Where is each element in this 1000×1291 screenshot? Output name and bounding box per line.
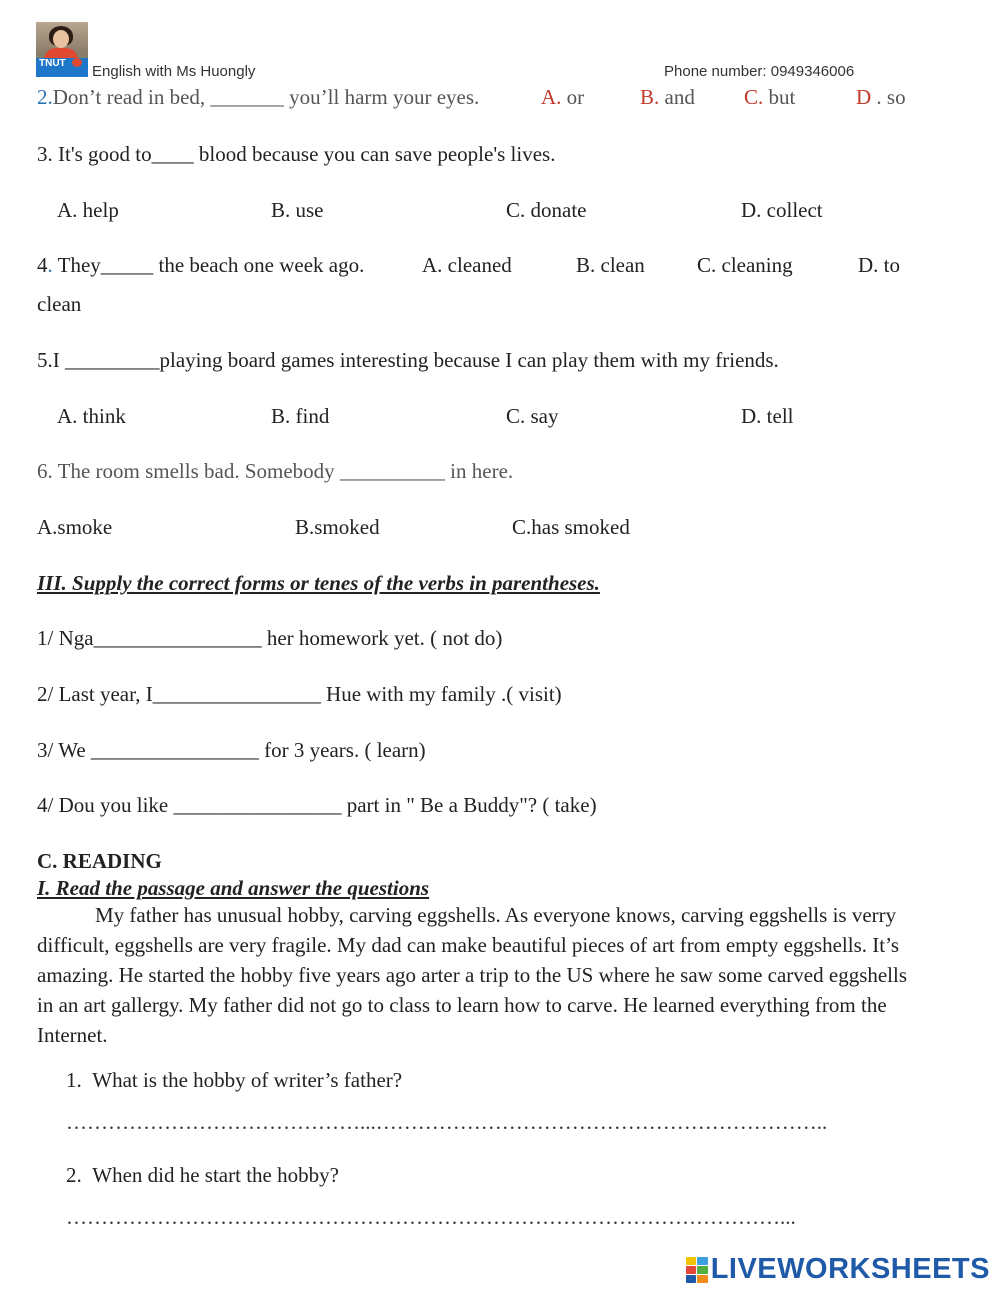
question-4 <box>37 253 364 278</box>
q2-option-a-text: or <box>561 85 585 109</box>
reading-question-1-number: 1. <box>66 1068 82 1092</box>
question-3: 3. It's good to____ blood because you can save people's lives. <box>37 142 556 166</box>
section-3-title: III. Supply the correct forms or tenes of the verbs in parentheses. <box>37 571 600 595</box>
q2-option-d-label: D <box>856 85 872 109</box>
q3-option-c[interactable]: C. donate <box>506 198 587 222</box>
logo-square <box>686 1257 697 1265</box>
question-2 <box>37 85 479 110</box>
heart-icon <box>72 58 82 67</box>
q2-option-d-text: . so <box>871 85 906 109</box>
q6-option-b[interactable]: B.smoked <box>295 515 380 539</box>
logo-square <box>686 1266 697 1274</box>
verb-item-4[interactable]: 4/ Dou you like ________________ part in " Be a Buddy"? ( take) <box>37 793 597 817</box>
q2-option-a-label: A. <box>541 85 562 109</box>
answer-line-1[interactable]: ……………………………………...……………………………………………………….. <box>66 1110 828 1134</box>
q2-option-d[interactable] <box>856 85 906 110</box>
avatar-face <box>53 30 69 48</box>
q3-option-d[interactable]: D. collect <box>741 198 823 222</box>
avatar-badge: TNUT <box>36 58 88 77</box>
q3-option-b[interactable]: B. use <box>271 198 324 222</box>
q2-option-c-label: C. <box>744 85 764 109</box>
question-4-text: They_____ the beach one week ago. <box>52 253 365 277</box>
q2-option-a[interactable] <box>541 85 584 110</box>
verb-item-1[interactable]: 1/ Nga________________ her homework yet. ( not do) <box>37 626 503 650</box>
reading-question-2-text: When did he start the hobby? <box>92 1163 339 1187</box>
q5-option-d[interactable]: D. tell <box>741 404 794 428</box>
q2-option-b[interactable] <box>640 85 695 110</box>
reading-question-1 <box>66 1068 402 1093</box>
liveworksheets-logo[interactable] <box>686 1253 990 1286</box>
q4-option-c[interactable]: C. cleaning <box>697 253 793 277</box>
q5-option-b[interactable]: B. find <box>271 404 330 428</box>
reading-question-1-text: What is the hobby of writer’s father? <box>92 1068 403 1092</box>
q5-option-c[interactable]: C. say <box>506 404 559 428</box>
header-phone: Phone number: 0949346006 <box>664 63 855 80</box>
q4-option-a[interactable]: A. cleaned <box>422 253 512 277</box>
q6-option-c[interactable]: C.has smoked <box>512 515 630 539</box>
q2-option-b-label: B. <box>640 85 660 109</box>
question-2-number: 2. <box>37 85 53 109</box>
reading-question-2 <box>66 1163 339 1188</box>
q5-option-a[interactable]: A. think <box>57 404 126 428</box>
q6-option-a[interactable]: A.smoke <box>37 515 113 539</box>
reading-question-2-number: 2. <box>66 1163 82 1187</box>
q2-option-c-text: but <box>763 85 796 109</box>
q4-option-d-continued: clean <box>37 292 82 316</box>
logo-square <box>697 1275 708 1283</box>
avatar <box>36 22 88 77</box>
question-6: 6. The room smells bad. Somebody __________ in here. <box>37 459 514 483</box>
liveworksheets-icon <box>686 1257 708 1283</box>
logo-square <box>697 1257 708 1265</box>
question-2-text: Don’t read in bed, _______ you’ll harm your eyes. <box>52 85 480 109</box>
reading-passage: My father has unusual hobby, carving eggshells. As everyone knows, carving eggshells is verry difficult, eggshells are very fragile. My dad can make beautiful pieces of art from empty eggshells. It’s amazing. He started the hobby five years ago arter a trip to the US where he saw some carved eggshells in an art gallergy. My father did not go to class to learn how to carve. He learned everything from the Internet. <box>37 903 908 1047</box>
reading-title: C. READING <box>37 849 162 873</box>
logo-square <box>686 1275 697 1283</box>
q3-option-a[interactable]: A. help <box>57 198 119 222</box>
header-title: English with Ms Huongly <box>92 63 256 80</box>
q2-option-b-text: and <box>659 85 695 109</box>
verb-item-2[interactable]: 2/ Last year, I________________ Hue with my family .( visit) <box>37 682 562 706</box>
liveworksheets-logo-text: LIVEWORKSHEETS <box>710 1253 990 1285</box>
question-4-dot: . <box>47 253 53 277</box>
q2-option-c[interactable] <box>744 85 795 110</box>
answer-line-2[interactable]: …………………………………………………………………………………………... <box>66 1205 796 1229</box>
question-5: 5.I _________playing board games interesting because I can play them with my friends. <box>37 348 779 372</box>
logo-square <box>697 1266 708 1274</box>
question-4-number: 4 <box>37 253 48 277</box>
reading-subtitle: I. Read the passage and answer the questions <box>37 876 430 900</box>
q4-option-d[interactable]: D. to <box>858 253 900 277</box>
verb-item-3[interactable]: 3/ We ________________ for 3 years. ( learn) <box>37 738 426 762</box>
q4-option-b[interactable]: B. clean <box>576 253 645 277</box>
